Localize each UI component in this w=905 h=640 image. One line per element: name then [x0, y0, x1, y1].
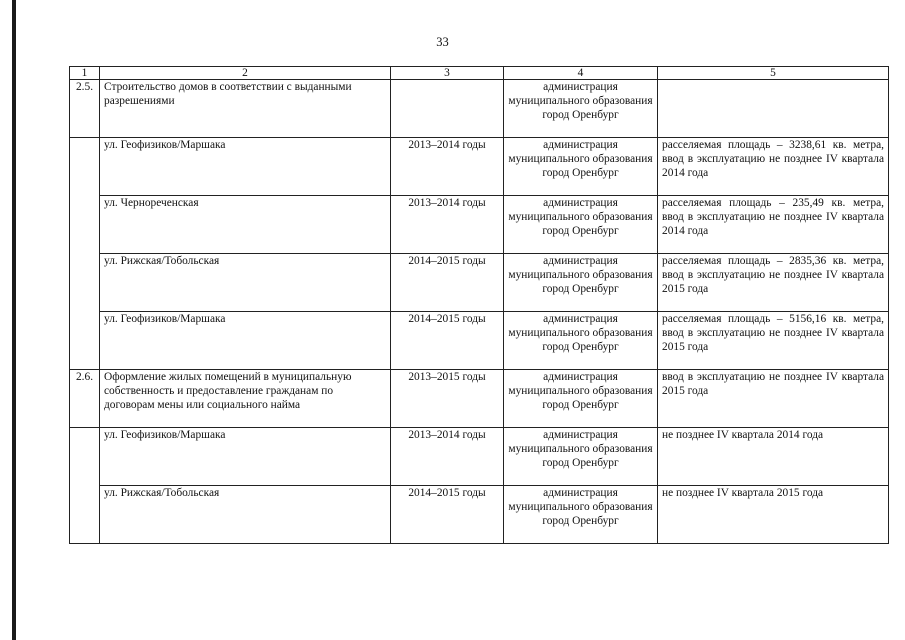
row-name: ул. Чернореченская — [100, 196, 391, 254]
row-responsible: администрация муниципального образования город Оренбург — [504, 428, 658, 486]
row-period: 2013–2014 годы — [391, 196, 504, 254]
header-cell-5: 5 — [658, 67, 889, 80]
table-row — [70, 370, 889, 428]
scan-edge-bar — [12, 0, 16, 640]
row-result: расселяемая площадь – 5156,16 кв. метра, ввод в эксплуатацию не позднее IV квартала 2015 года — [658, 312, 889, 370]
table-header-row — [70, 67, 889, 80]
row-result — [658, 80, 889, 138]
row-number — [70, 486, 100, 544]
row-result: не позднее IV квартала 2015 года — [658, 486, 889, 544]
row-responsible: администрация муниципального образования город Оренбург — [504, 196, 658, 254]
row-name: Оформление жилых помещений в муниципальную собственность и предоставление гражданам по договорам мены или социального найма — [100, 370, 391, 428]
table-row — [70, 486, 889, 544]
row-number: 2.5. — [70, 80, 100, 138]
row-name: ул. Рижская/Тобольская — [100, 254, 391, 312]
row-period: 2014–2015 годы — [391, 312, 504, 370]
row-number — [70, 254, 100, 312]
row-responsible: администрация муниципального образования город Оренбург — [504, 312, 658, 370]
row-result: не позднее IV квартала 2014 года — [658, 428, 889, 486]
row-responsible: администрация муниципального образования город Оренбург — [504, 370, 658, 428]
row-number — [70, 312, 100, 370]
header-cell-1: 1 — [70, 67, 100, 80]
table-row — [70, 80, 889, 138]
row-result: расселяемая площадь – 2835,36 кв. метра, ввод в эксплуатацию не позднее IV квартала 2015 года — [658, 254, 889, 312]
row-period: 2013–2014 годы — [391, 428, 504, 486]
table-row — [70, 428, 889, 486]
row-period: 2013–2015 годы — [391, 370, 504, 428]
row-result: расселяемая площадь – 3238,61 кв. метра, ввод в эксплуатацию не позднее IV квартала 2014 года — [658, 138, 889, 196]
row-number — [70, 428, 100, 486]
row-number — [70, 138, 100, 196]
page-number: 33 — [436, 35, 449, 49]
row-period: 2014–2015 годы — [391, 486, 504, 544]
row-responsible: администрация муниципального образования город Оренбург — [504, 138, 658, 196]
program-table — [69, 66, 889, 544]
row-result: ввод в эксплуатацию не позднее IV квартала 2015 года — [658, 370, 889, 428]
header-cell-3: 3 — [391, 67, 504, 80]
row-number: 2.6. — [70, 370, 100, 428]
row-responsible: администрация муниципального образования город Оренбург — [504, 80, 658, 138]
table-row — [70, 138, 889, 196]
row-name: Строительство домов в соответствии с выданными разрешениями — [100, 80, 391, 138]
row-name: ул. Геофизиков/Маршака — [100, 428, 391, 486]
row-responsible: администрация муниципального образования город Оренбург — [504, 254, 658, 312]
row-responsible: администрация муниципального образования город Оренбург — [504, 486, 658, 544]
row-name: ул. Рижская/Тобольская — [100, 486, 391, 544]
header-cell-2: 2 — [100, 67, 391, 80]
row-name: ул. Геофизиков/Маршака — [100, 138, 391, 196]
row-result: расселяемая площадь – 235,49 кв. метра, ввод в эксплуатацию не позднее IV квартала 2014 года — [658, 196, 889, 254]
row-number — [70, 196, 100, 254]
row-name: ул. Геофизиков/Маршака — [100, 312, 391, 370]
row-period: 2014–2015 годы — [391, 254, 504, 312]
row-period — [391, 80, 504, 138]
row-period: 2013–2014 годы — [391, 138, 504, 196]
table-row — [70, 312, 889, 370]
table-row — [70, 254, 889, 312]
header-cell-4: 4 — [504, 67, 658, 80]
table-row — [70, 196, 889, 254]
